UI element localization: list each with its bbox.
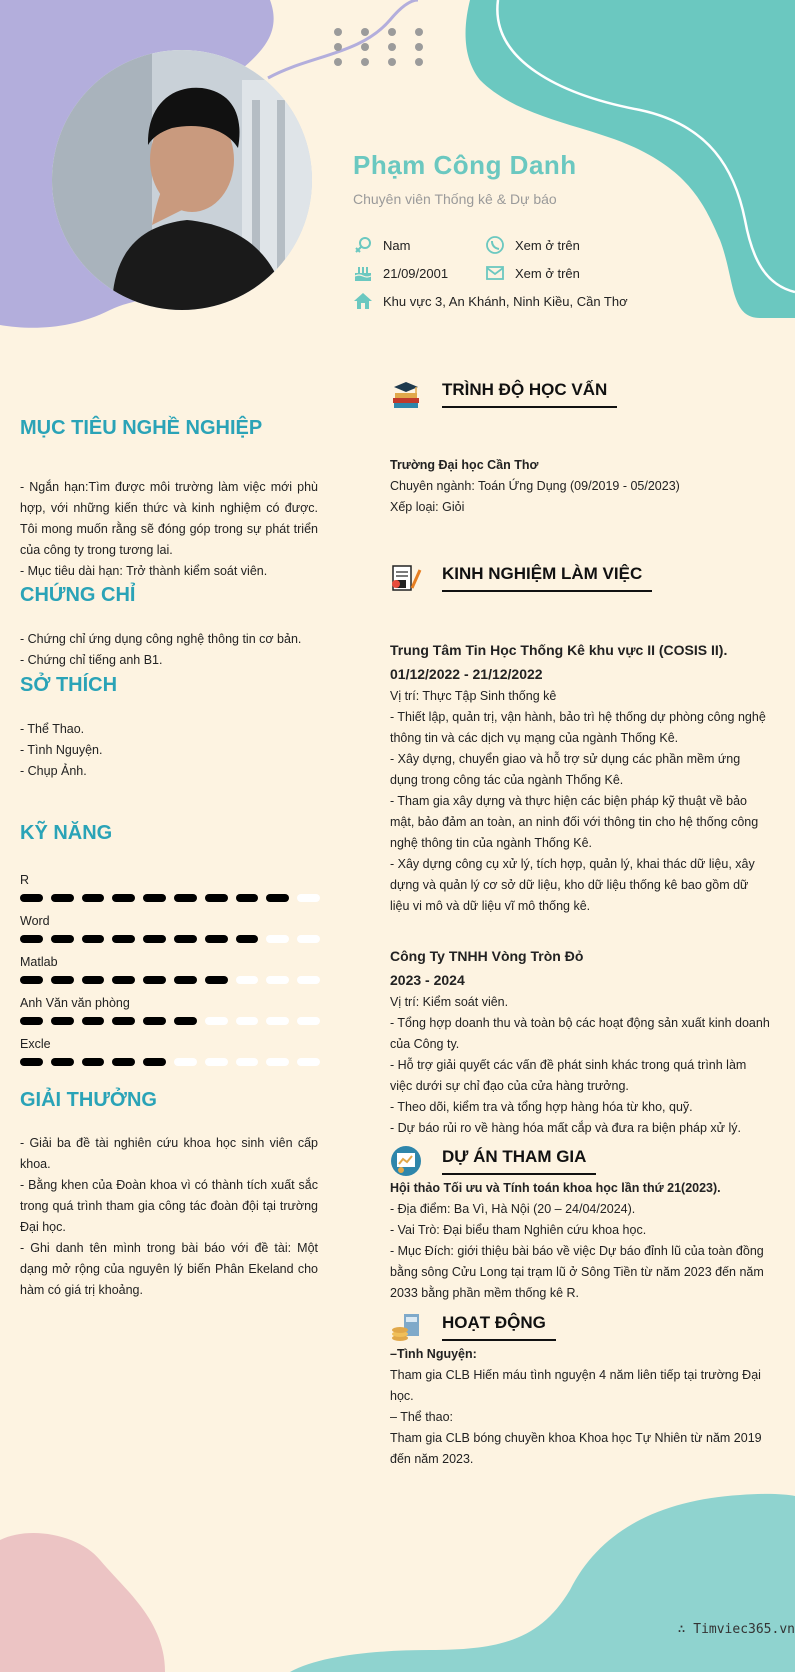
skill-dot-filled: [174, 894, 197, 902]
info-email: [485, 263, 580, 283]
skill-dot-filled: [143, 976, 166, 984]
skill-dot-filled: [143, 935, 166, 943]
skill-dot-filled: [143, 1017, 166, 1025]
award-item: - Ghi danh tên mình trong bài báo với đề tài: Một dạng mở rộng của nguyên lý biến Phân Ekeland cho hàm có giá trị khoảng.: [20, 1241, 318, 1297]
address-value: Khu vực 3, An Khánh, Ninh Kiều, Cần Thơ: [383, 293, 628, 309]
skill-dot-filled: [112, 976, 135, 984]
job-period: 2023 - 2024: [390, 972, 465, 988]
gender-value: Nam: [383, 237, 411, 253]
phone-value: Xem ở trên: [515, 237, 580, 253]
graduation-books-icon: [390, 378, 422, 410]
project-line: - Vai Trò: Đại biểu tham Nghiên cứu khoa học.: [390, 1223, 647, 1237]
objective-long-term: - Mục tiêu dài hạn: Trở thành kiểm soát viên.: [20, 564, 268, 578]
candidate-title: Chuyên viên Thống kê & Dự báo: [353, 191, 557, 207]
hobby-item: - Tình Nguyện.: [20, 743, 103, 757]
skill-dot-filled: [112, 935, 135, 943]
skill-dot-filled: [174, 976, 197, 984]
skill-name: Excle: [20, 1037, 51, 1051]
skill-dot-empty: [266, 935, 289, 943]
job-line: - Xây dựng, chuyển giao và hỗ trợ sử dụng các phần mềm ứng dụng trong công tác của ngành Thống Kê.: [390, 752, 741, 787]
skill-dot-empty: [297, 1017, 320, 1025]
education-school: Trường Đại học Cần Thơ: [390, 458, 539, 472]
job-line: Vị trí: Thực Tập Sinh thống kê: [390, 689, 557, 703]
job-period: 01/12/2022 - 21/12/2022: [390, 666, 543, 682]
skill-dot-empty: [266, 1058, 289, 1066]
objective-short-term: - Ngắn hạn:Tìm được môi trường làm việc mới phù hợp, với những kiến thức và kinh nghiệm có được. Tôi mong muốn rằng sẽ đóng góp trong sự phát triển của công ty trong tương lai.: [20, 480, 318, 557]
objective-heading: MỤC TIÊU NGHỀ NGHIỆP: [20, 417, 263, 439]
skill-dot-filled: [266, 894, 289, 902]
skill-name: Word: [20, 914, 50, 928]
project-board-icon: [390, 1145, 422, 1177]
skill-dot-empty: [236, 1058, 259, 1066]
award-item: - Bằng khen của Đoàn khoa vì có thành tích xuất sắc trong quá trình tham gia công tác đoàn đội tại trường Đại học.: [20, 1178, 318, 1234]
skill-excel: [20, 1037, 320, 1066]
skill-dot-filled: [205, 894, 228, 902]
skill-dot-filled: [51, 976, 74, 984]
awards-list: [20, 1133, 318, 1301]
avatar: [52, 50, 312, 310]
calculator-pen-icon: [390, 562, 422, 594]
info-phone: [485, 235, 580, 255]
experience-section-header: [390, 562, 652, 594]
education-section-header: [390, 378, 617, 410]
skill-r: [20, 873, 320, 902]
skill-dots: [20, 894, 320, 902]
info-address: [353, 291, 628, 311]
skill-dot-filled: [20, 894, 43, 902]
skill-dot-empty: [266, 1017, 289, 1025]
email-value: Xem ở trên: [515, 265, 580, 281]
skill-dots: [20, 976, 320, 984]
job-line: - Tổng hợp doanh thu và toàn bộ các hoạt động sản xuất kinh doanh của Công ty.: [390, 1016, 770, 1051]
job-line: - Hỗ trợ giải quyết các vấn đề phát sinh khác trong quá trình làm việc dưới sự chỉ đạo của cửa hàng trưởng.: [390, 1058, 747, 1093]
skill-dots: [20, 935, 320, 943]
skill-dot-filled: [143, 1058, 166, 1066]
job-line: - Tham gia xây dựng và thực hiện các biện pháp kỹ thuật về bảo mật, bảo đảm an toàn, an ninh đối với thông tin cho hệ thống công nghệ thông tin của ngành Thống Kê.: [390, 794, 759, 850]
job-2: [390, 944, 770, 1139]
job-company: Trung Tâm Tin Học Thống Kê khu vực II (COSIS II).: [390, 642, 728, 658]
projects-body: [390, 1178, 770, 1304]
hobbies-list: [20, 719, 318, 782]
candidate-name: Phạm Công Danh: [353, 150, 577, 180]
education-rank: Xếp loại: Giỏi: [390, 500, 465, 514]
volunteer-label: –Tình Nguyện:: [390, 1347, 477, 1361]
awards-heading: GIẢI THƯỞNG: [20, 1089, 157, 1111]
certificate-item: - Chứng chỉ ứng dụng công nghệ thông tin cơ bản.: [20, 632, 302, 646]
skill-english: [20, 996, 320, 1025]
experience-heading: KINH NGHIỆM LÀM VIỆC: [442, 564, 652, 592]
skill-dot-empty: [297, 935, 320, 943]
hobby-item: - Chụp Ảnh.: [20, 764, 87, 778]
skill-dot-filled: [20, 976, 43, 984]
skill-dot-filled: [82, 1017, 105, 1025]
skill-dot-filled: [51, 894, 74, 902]
skill-dot-filled: [51, 1058, 74, 1066]
project-line: - Địa điểm: Ba Vì, Hà Nội (20 – 24/04/2024).: [390, 1202, 636, 1216]
skill-dot-filled: [20, 935, 43, 943]
cake-icon: [353, 263, 373, 283]
skill-dot-filled: [205, 935, 228, 943]
job-line: Vị trí: Kiểm soát viên.: [390, 995, 509, 1009]
certificate-item: - Chứng chỉ tiếng anh B1.: [20, 653, 163, 667]
watermark: ∴ Timviec365.vn: [677, 1622, 795, 1637]
skill-dot-filled: [174, 935, 197, 943]
coins-calculator-icon: [390, 1311, 422, 1343]
info-gender: [353, 235, 410, 255]
skill-dot-empty: [174, 1058, 197, 1066]
projects-section-header: [390, 1145, 596, 1177]
birthday-value: 21/09/2001: [383, 265, 449, 281]
skill-dot-empty: [266, 976, 289, 984]
skill-dot-filled: [236, 894, 259, 902]
job-line: - Thiết lập, quản trị, vận hành, bảo trì hệ thống dự phòng công nghệ thông tin và các dịch vụ mạng của ngành Thống Kê.: [390, 710, 766, 745]
skill-dot-filled: [112, 1017, 135, 1025]
skill-dot-empty: [205, 1058, 228, 1066]
skill-word: [20, 914, 320, 943]
skill-dot-filled: [82, 976, 105, 984]
skill-dots: [20, 1017, 320, 1025]
certificates-list: [20, 629, 318, 671]
info-birthday: [353, 263, 448, 283]
skill-name: R: [20, 873, 30, 887]
skill-dot-empty: [297, 1058, 320, 1066]
skill-dot-filled: [20, 1058, 43, 1066]
skill-dot-filled: [205, 976, 228, 984]
envelope-icon: [485, 263, 505, 283]
education-major: Chuyên ngành: Toán Ứng Dụng (09/2019 - 05/2023): [390, 479, 680, 493]
skill-dot-filled: [112, 894, 135, 902]
job-company: Công Ty TNHH Vòng Tròn Đỏ: [390, 948, 584, 964]
skill-dot-filled: [143, 894, 166, 902]
sport-text: Tham gia CLB bóng chuyền khoa Khoa học Tự Nhiên từ năm 2019 đến năm 2023.: [390, 1431, 762, 1466]
skill-dot-filled: [112, 1058, 135, 1066]
skill-dot-filled: [51, 1017, 74, 1025]
project-title: Hội thảo Tối ưu và Tính toán khoa học lần thứ 21(2023).: [390, 1181, 721, 1195]
skill-dot-filled: [236, 935, 259, 943]
skill-name: Anh Văn văn phòng: [20, 996, 130, 1010]
skill-dot-empty: [297, 976, 320, 984]
skill-dot-filled: [82, 1058, 105, 1066]
skill-dot-filled: [174, 1017, 197, 1025]
skill-dot-filled: [82, 894, 105, 902]
skill-dots: [20, 1058, 320, 1066]
gender-icon: [353, 235, 373, 255]
job-line: - Dự báo rủi ro về hàng hóa mất cắp và đưa ra biện pháp xử lý.: [390, 1121, 741, 1135]
skill-dot-empty: [236, 1017, 259, 1025]
skill-name: Matlab: [20, 955, 58, 969]
skills-heading: KỸ NĂNG: [20, 822, 113, 844]
skill-dot-filled: [82, 935, 105, 943]
skill-dot-filled: [20, 1017, 43, 1025]
education-body: [390, 455, 770, 518]
activities-heading: HOẠT ĐỘNG: [442, 1313, 556, 1341]
objective-body: [20, 477, 318, 582]
activities-body: [390, 1344, 770, 1470]
skill-dot-empty: [236, 976, 259, 984]
whatsapp-icon: [485, 235, 505, 255]
sport-label: – Thể thao:: [390, 1410, 454, 1424]
hobby-item: - Thể Thao.: [20, 722, 85, 736]
skill-dot-empty: [205, 1017, 228, 1025]
volunteer-text: Tham gia CLB Hiến máu tình nguyện 4 năm liên tiếp tại trường Đại học.: [390, 1368, 761, 1403]
activities-section-header: [390, 1311, 556, 1343]
education-heading: TRÌNH ĐỘ HỌC VẤN: [442, 380, 617, 408]
job-1: [390, 638, 770, 917]
projects-heading: DỰ ÁN THAM GIA: [442, 1147, 596, 1175]
certificates-heading: CHỨNG CHỈ: [20, 584, 136, 606]
hobbies-heading: SỞ THÍCH: [20, 674, 118, 696]
project-line: - Mục Đích: giới thiệu bài báo về việc Dự báo đỉnh lũ của toàn đồng bằng sông Cửu Long tại trạm lũ ở Sông Tiền từ năm 2023 đến năm 2033 bằng phần mềm thống kê R.: [390, 1244, 764, 1300]
skill-dot-empty: [297, 894, 320, 902]
home-icon: [353, 291, 373, 311]
skill-dot-filled: [51, 935, 74, 943]
job-line: - Xây dựng công cụ xử lý, tích hợp, quản lý, khai thác dữ liệu, xây dựng và quản lý cơ sở dữ liệu, kho dữ liệu thống kê bao gồm dữ liệu vi mô và dữ liệu vĩ mô thống kê.: [390, 857, 755, 913]
skill-matlab: [20, 955, 320, 984]
award-item: - Giải ba đề tài nghiên cứu khoa học sinh viên cấp khoa.: [20, 1136, 318, 1171]
job-line: - Theo dõi, kiểm tra và tổng hợp hàng hóa từ kho, quỹ.: [390, 1100, 693, 1114]
